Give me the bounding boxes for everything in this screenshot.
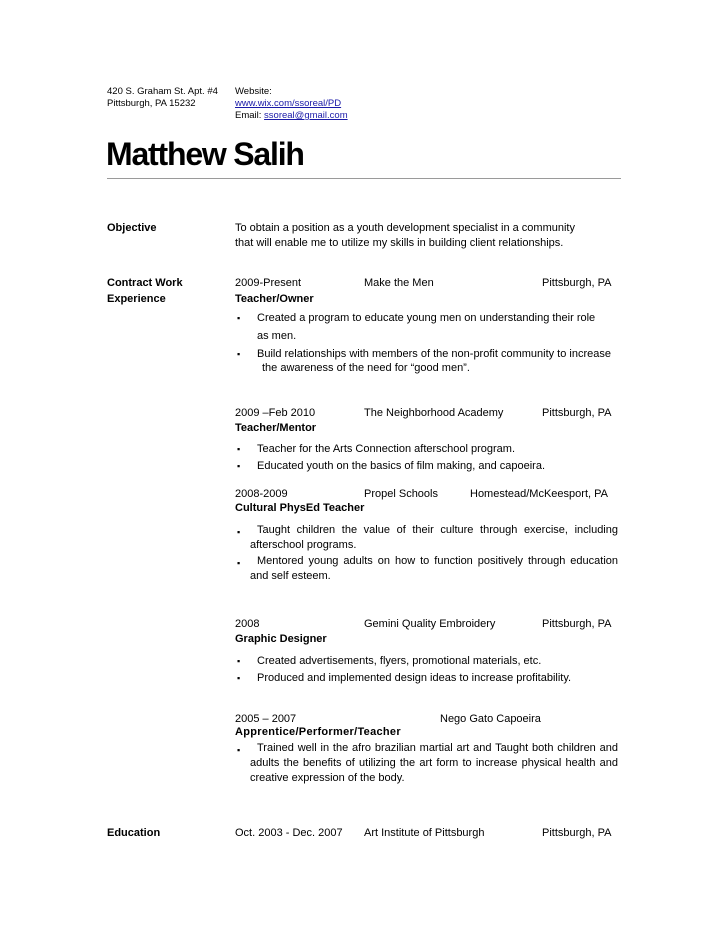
job-4-title: Graphic Designer (235, 633, 327, 645)
job-5-org: Nego Gato Capoeira (440, 713, 541, 725)
bullet-icon: ▪ (237, 444, 241, 454)
job-3-location: Homestead/McKeesport, PA (470, 488, 608, 500)
job-4-location: Pittsburgh, PA (542, 618, 612, 630)
address-line-1: 420 S. Graham St. Apt. #4 (107, 86, 218, 97)
experience-heading-line-2: Experience (107, 293, 166, 305)
job-2-dates: 2009 –Feb 2010 (235, 407, 316, 419)
bullet-icon: ▪ (237, 673, 241, 683)
bullet-icon: ▪ (237, 349, 241, 359)
job-1-dates: 2009-Present (235, 277, 302, 289)
website-link[interactable]: www.wix.com/ssoreal/PD (235, 98, 342, 109)
objective-line-1: To obtain a position as a youth development specialist in a community (235, 222, 575, 234)
job-3-title: Cultural PhysEd Teacher (235, 502, 365, 514)
email-link[interactable]: ssoreal@gmail.com (264, 110, 348, 121)
job-4-bullet-1: Created advertisements, flyers, promotional materials, etc. (257, 655, 542, 667)
objective-heading: Objective (107, 222, 157, 234)
job-1-location: Pittsburgh, PA (542, 277, 612, 289)
job-2-bullet-2: Educated youth on the basics of film making, and capoeira. (257, 460, 546, 472)
job-4-dates: 2008 (235, 618, 260, 630)
job-3-org: Propel Schools (364, 488, 438, 500)
experience-heading-line-1: Contract Work (107, 277, 183, 289)
bullet-icon: ▪ (237, 313, 241, 323)
job-2-location: Pittsburgh, PA (542, 407, 612, 419)
bullet-icon: ▪ (237, 656, 241, 666)
education-location: Pittsburgh, PA (542, 827, 612, 839)
address-line-2: Pittsburgh, PA 15232 (107, 98, 196, 109)
bullet-icon: ▪ (237, 745, 241, 755)
job-1-bullet-2-line-1: Build relationships with members of the non-profit community to increase (257, 348, 611, 360)
bullet-icon: ▪ (237, 558, 241, 568)
job-1-bullet-2-line-2: the awareness of the need for “good men”. (262, 362, 470, 374)
candidate-name: Matthew Salih (106, 136, 304, 172)
job-5-bullet-1: Trained well in the afro brazilian martial art and Taught both children and adults the benefits of utilizing the art form to increase physical health and creative expression of the body. (250, 742, 618, 784)
job-2-bullet-1: Teacher for the Arts Connection afterschool program. (257, 443, 516, 455)
job-2-title: Teacher/Mentor (235, 422, 317, 434)
job-5-dates: 2005 – 2007 (235, 713, 297, 725)
education-heading: Education (107, 827, 161, 839)
job-1-bullet-1-line-2: as men. (257, 330, 297, 342)
email-line (235, 110, 348, 122)
job-4-org: Gemini Quality Embroidery (364, 618, 496, 630)
job-1-bullet-1-line-1: Created a program to educate young men on understanding their role (257, 312, 596, 324)
objective-line-2: that will enable me to utilize my skills in building client relationships. (235, 237, 564, 249)
email-label: Email: (235, 110, 262, 121)
job-2-org: The Neighborhood Academy (364, 407, 504, 419)
bullet-icon: ▪ (237, 461, 241, 471)
job-4-bullet-2: Produced and implemented design ideas to increase profitability. (257, 672, 572, 684)
education-school: Art Institute of Pittsburgh (364, 827, 485, 839)
website-label: Website: (235, 86, 272, 97)
job-1-org: Make the Men (364, 277, 434, 289)
education-dates: Oct. 2003 - Dec. 2007 (235, 827, 343, 839)
job-3-dates: 2008-2009 (235, 488, 288, 500)
job-5-title: Apprentice/Performer/Teacher (235, 726, 401, 738)
job-1-title: Teacher/Owner (235, 293, 314, 305)
job-3-bullet-1: Taught children the value of their culture through exercise, including afterschool programs. (250, 524, 618, 551)
header-divider (107, 178, 621, 179)
job-3-bullet-2: Mentored young adults on how to function positively through education and self esteem. (250, 555, 618, 582)
bullet-icon: ▪ (237, 527, 241, 537)
